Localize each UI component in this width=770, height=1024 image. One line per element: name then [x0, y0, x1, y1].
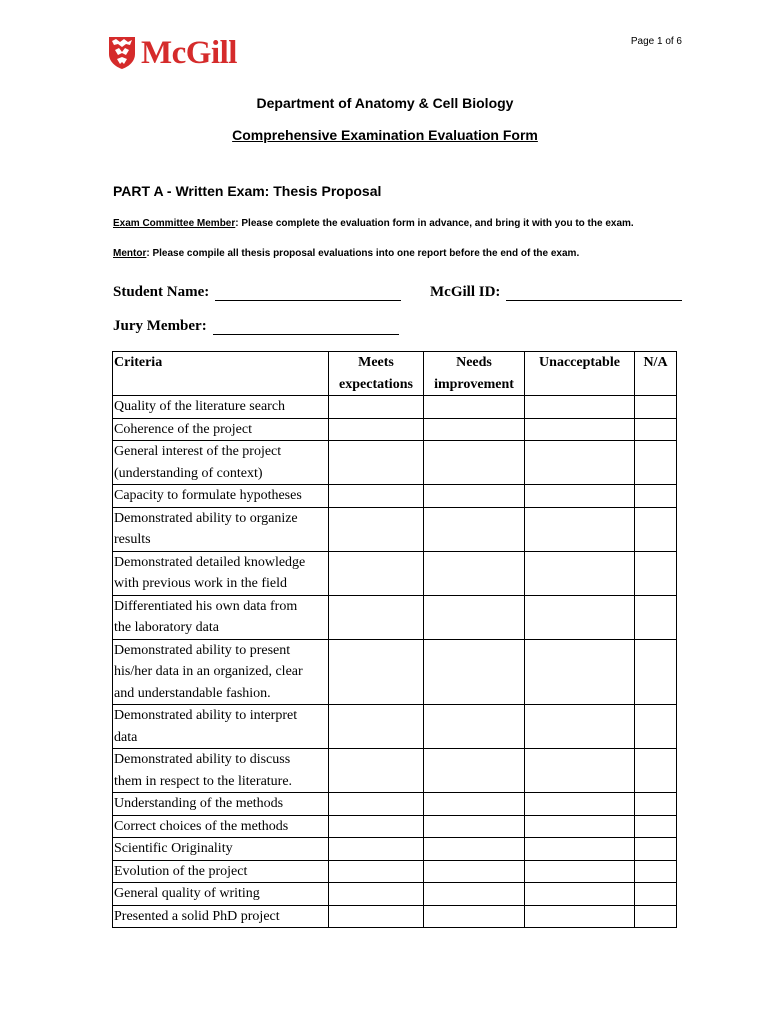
rating-unacceptable-cell[interactable]: [525, 595, 635, 639]
criterion-cell: [113, 639, 329, 705]
rating-meets-cell[interactable]: [329, 838, 424, 861]
rating-meets-cell[interactable]: [329, 485, 424, 508]
student-name-label: Student Name:: [113, 284, 210, 300]
rating-needs-cell[interactable]: [424, 507, 525, 551]
student-name-field: [113, 284, 401, 301]
criterion-text: Demonstrated ability to organize: [114, 510, 298, 526]
criterion-cell: [113, 705, 329, 749]
instruction-committee: [113, 218, 634, 229]
rating-unacceptable-cell[interactable]: [525, 860, 635, 883]
instruction-text: : Please complete the evaluation form in advance, and bring it with you to the exam.: [235, 218, 634, 229]
mcgill-id-field: [430, 284, 682, 301]
form-title: Comprehensive Examination Evaluation Form: [232, 127, 538, 143]
header-criteria: Criteria: [113, 352, 329, 396]
rating-na-cell[interactable]: [635, 793, 677, 816]
rating-unacceptable-cell[interactable]: [525, 815, 635, 838]
instruction-mentor: [113, 248, 579, 259]
table-row: [113, 838, 677, 861]
criterion-cell: [113, 507, 329, 551]
rating-unacceptable-cell[interactable]: [525, 883, 635, 906]
criterion-text: Scientific Originality: [114, 841, 233, 856]
table-row: [113, 793, 677, 816]
criterion-cell: [113, 441, 329, 485]
header-na: N/A: [635, 352, 677, 396]
rating-meets-cell[interactable]: [329, 793, 424, 816]
evaluation-table: [112, 351, 677, 928]
rating-meets-cell[interactable]: [329, 441, 424, 485]
rating-na-cell[interactable]: [635, 396, 677, 419]
criterion-cell: [113, 485, 329, 508]
rating-meets-cell[interactable]: [329, 815, 424, 838]
rating-meets-cell[interactable]: [329, 595, 424, 639]
rating-na-cell[interactable]: [635, 705, 677, 749]
header-meets: Meets expectations: [329, 352, 424, 396]
table-row: [113, 639, 677, 705]
rating-needs-cell[interactable]: [424, 883, 525, 906]
rating-needs-cell[interactable]: [424, 418, 525, 441]
rating-meets-cell[interactable]: [329, 639, 424, 705]
table-row: [113, 749, 677, 793]
rating-meets-cell[interactable]: [329, 749, 424, 793]
rating-unacceptable-cell[interactable]: [525, 705, 635, 749]
header-unacceptable: Unacceptable: [525, 352, 635, 396]
criterion-text: Quality of the literature search: [114, 399, 286, 414]
rating-na-cell[interactable]: [635, 860, 677, 883]
part-a-heading: PART A - Written Exam: Thesis Proposal: [113, 183, 382, 199]
table-row: [113, 883, 677, 906]
criterion-text: his/her data in an organized, clear: [114, 664, 303, 679]
table-row: [113, 705, 677, 749]
table-row: [113, 905, 677, 928]
rating-na-cell[interactable]: [635, 485, 677, 508]
rating-na-cell[interactable]: [635, 418, 677, 441]
rating-meets-cell[interactable]: [329, 396, 424, 419]
rating-unacceptable-cell[interactable]: [525, 905, 635, 928]
criterion-cell: [113, 838, 329, 861]
table-row: [113, 441, 677, 485]
criterion-text: Demonstrated ability to discuss: [114, 752, 291, 767]
rating-meets-cell[interactable]: [329, 418, 424, 441]
rating-needs-cell[interactable]: [424, 815, 525, 838]
instruction-role: Exam Committee Member: [113, 218, 236, 229]
rating-needs-cell[interactable]: [424, 838, 525, 861]
table-header-row: [113, 352, 677, 396]
student-name-input-line[interactable]: [215, 284, 401, 301]
instruction-role: Mentor: [113, 248, 147, 259]
table-row: [113, 860, 677, 883]
criterion-text: Demonstrated detailed knowledge: [114, 554, 306, 570]
rating-needs-cell[interactable]: [424, 639, 525, 705]
jury-member-label: Jury Member:: [113, 318, 207, 334]
rating-needs-cell[interactable]: [424, 793, 525, 816]
rating-meets-cell[interactable]: [329, 705, 424, 749]
table-row: [113, 485, 677, 508]
criterion-cell: [113, 883, 329, 906]
rating-needs-cell[interactable]: [424, 705, 525, 749]
criterion-text: (understanding of context): [114, 465, 263, 481]
rating-needs-cell[interactable]: [424, 551, 525, 595]
jury-member-field: [113, 318, 399, 335]
rating-unacceptable-cell[interactable]: [525, 485, 635, 508]
criterion-text: General quality of writing: [114, 886, 260, 901]
rating-na-cell[interactable]: [635, 551, 677, 595]
table-row: [113, 551, 677, 595]
criterion-text: Presented a solid PhD project: [114, 908, 280, 924]
criterion-cell: [113, 396, 329, 419]
rating-na-cell[interactable]: [635, 507, 677, 551]
table-row: [113, 815, 677, 838]
rating-needs-cell[interactable]: [424, 749, 525, 793]
rating-needs-cell[interactable]: [424, 905, 525, 928]
rating-unacceptable-cell[interactable]: [525, 749, 635, 793]
rating-unacceptable-cell[interactable]: [525, 507, 635, 551]
rating-unacceptable-cell[interactable]: [525, 793, 635, 816]
criterion-cell: [113, 905, 329, 928]
table-row: [113, 595, 677, 639]
rating-unacceptable-cell[interactable]: [525, 838, 635, 861]
criterion-text: Demonstrated ability to present: [114, 642, 291, 658]
criterion-text: and understandable fashion.: [114, 685, 271, 701]
criterion-text: them in respect to the literature.: [114, 773, 293, 789]
logo-wordmark: McGill: [141, 35, 237, 71]
department-title: Department of Anatomy & Cell Biology: [256, 95, 514, 111]
instruction-text: : Please compile all thesis proposal evaluations into one report before the end of the exam.: [146, 248, 580, 259]
rating-na-cell[interactable]: [635, 441, 677, 485]
criterion-cell: [113, 551, 329, 595]
rating-na-cell[interactable]: [635, 815, 677, 838]
rating-meets-cell[interactable]: [329, 905, 424, 928]
mcgill-logo: [108, 36, 237, 70]
criterion-text: Evolution of the project: [114, 863, 248, 879]
criterion-text: Coherence of the project: [114, 421, 252, 437]
criterion-text: Demonstrated ability to interpret: [114, 708, 298, 723]
rating-needs-cell[interactable]: [424, 485, 525, 508]
rating-na-cell[interactable]: [635, 905, 677, 928]
rating-unacceptable-cell[interactable]: [525, 551, 635, 595]
criterion-text: results: [114, 532, 151, 547]
criterion-cell: [113, 860, 329, 883]
rating-na-cell[interactable]: [635, 749, 677, 793]
mcgill-id-input-line[interactable]: [506, 284, 682, 301]
table-row: [113, 507, 677, 551]
criterion-text: Capacity to formulate hypotheses: [114, 488, 302, 503]
criterion-cell: [113, 595, 329, 639]
rating-na-cell[interactable]: [635, 595, 677, 639]
rating-needs-cell[interactable]: [424, 860, 525, 883]
rating-needs-cell[interactable]: [424, 595, 525, 639]
criterion-cell: [113, 749, 329, 793]
rating-meets-cell[interactable]: [329, 860, 424, 883]
criterion-text: Understanding of the methods: [114, 796, 284, 811]
criterion-text: the laboratory data: [114, 620, 219, 635]
rating-na-cell[interactable]: [635, 639, 677, 705]
mcgill-crest-icon: [108, 36, 136, 70]
rating-meets-cell[interactable]: [329, 883, 424, 906]
rating-na-cell[interactable]: [635, 838, 677, 861]
criterion-text: General interest of the project: [114, 444, 282, 459]
criterion-cell: [113, 793, 329, 816]
criterion-cell: [113, 815, 329, 838]
criterion-cell: [113, 418, 329, 441]
criterion-text: Differentiated his own data from: [114, 598, 298, 614]
rating-meets-cell[interactable]: [329, 507, 424, 551]
criterion-text: data: [114, 729, 138, 745]
rating-unacceptable-cell[interactable]: [525, 396, 635, 419]
rating-unacceptable-cell[interactable]: [525, 639, 635, 705]
table-row: [113, 396, 677, 419]
criterion-text: with previous work in the field: [114, 576, 288, 591]
rating-unacceptable-cell[interactable]: [525, 418, 635, 441]
rating-meets-cell[interactable]: [329, 551, 424, 595]
table-row: [113, 418, 677, 441]
rating-needs-cell[interactable]: [424, 396, 525, 419]
rating-na-cell[interactable]: [635, 883, 677, 906]
rating-needs-cell[interactable]: [424, 441, 525, 485]
rating-unacceptable-cell[interactable]: [525, 441, 635, 485]
mcgill-id-label: McGill ID:: [430, 284, 501, 300]
header-needs: Needs improvement: [424, 352, 525, 396]
jury-member-input-line[interactable]: [213, 318, 399, 335]
page-indicator: Page 1 of 6: [630, 36, 682, 47]
criterion-text: Correct choices of the methods: [114, 818, 289, 834]
